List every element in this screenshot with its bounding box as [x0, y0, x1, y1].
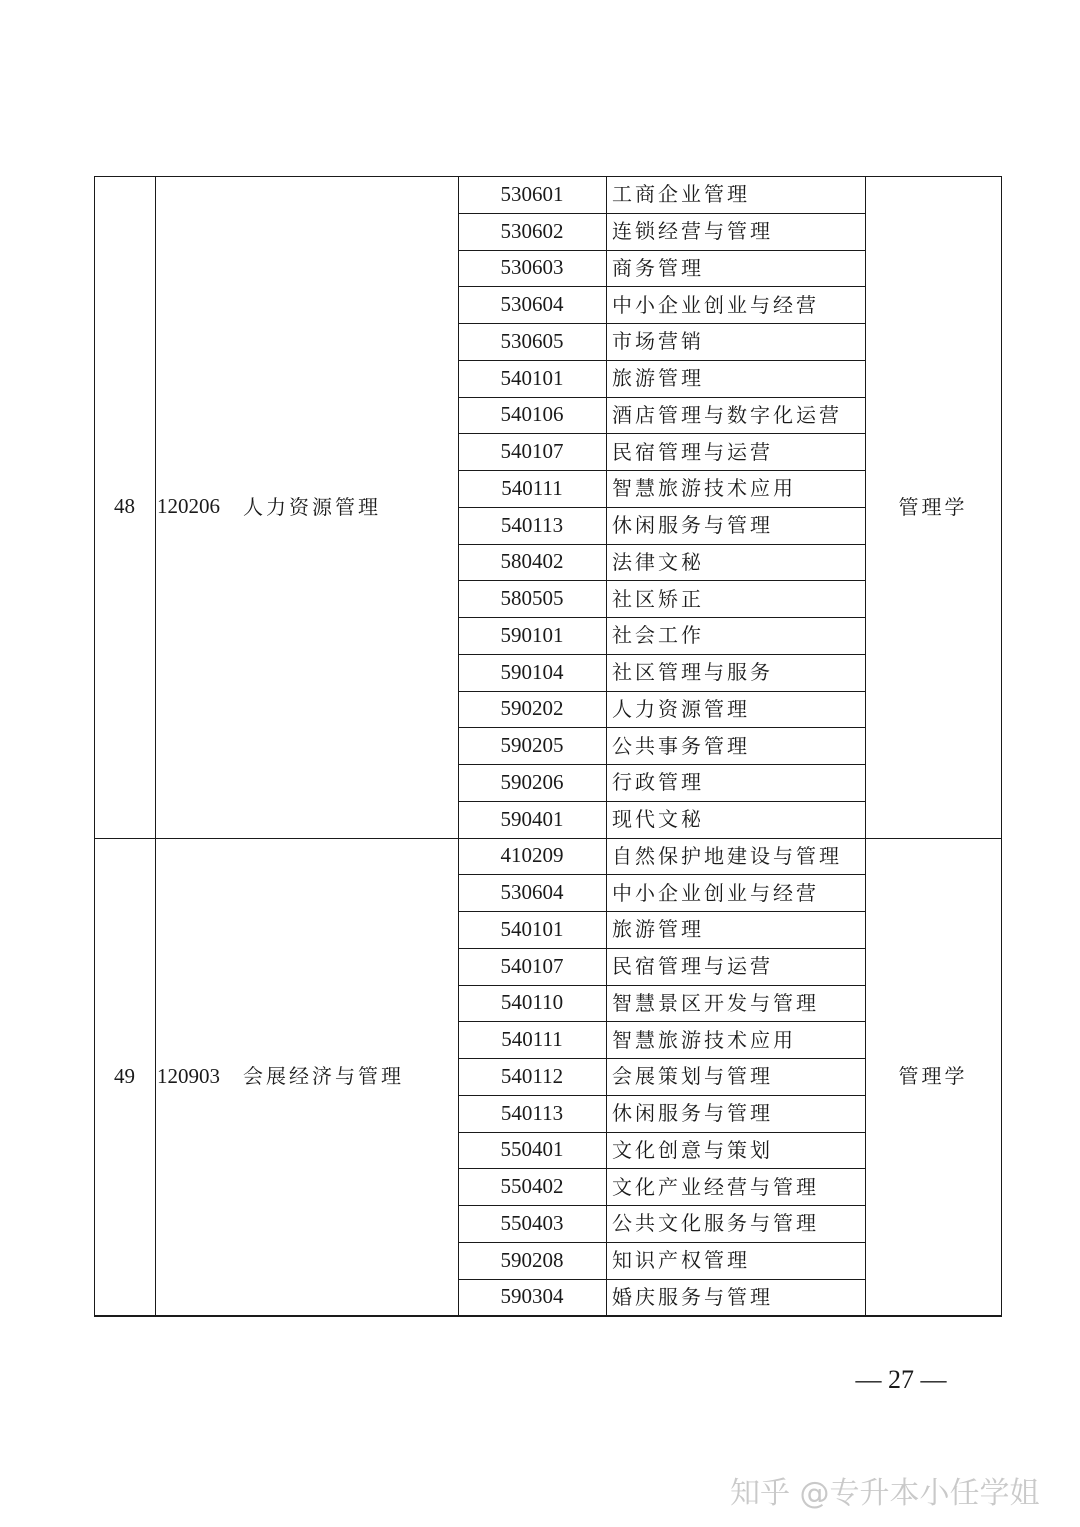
- row-divider: [458, 1058, 865, 1059]
- major-code: 590205: [500, 733, 564, 758]
- major-name: 社会工作: [612, 623, 704, 648]
- major-code: 540107: [500, 439, 564, 464]
- group-major-name: 人力资源管理: [243, 494, 381, 519]
- major-name: 文化创意与策划: [612, 1137, 773, 1162]
- major-code: 540110: [500, 990, 564, 1015]
- major-name: 婚庆服务与管理: [612, 1284, 773, 1309]
- major-name: 休闲服务与管理: [612, 1101, 773, 1126]
- row-divider: [458, 360, 865, 361]
- row-divider: [458, 617, 865, 618]
- row-divider: [458, 1021, 865, 1022]
- row-divider: [458, 764, 865, 765]
- major-name: 智慧景区开发与管理: [612, 990, 819, 1015]
- major-code: 540111: [501, 475, 563, 500]
- group-number: 48: [114, 494, 135, 519]
- group-category: 管理学: [898, 1064, 968, 1089]
- major-code: 540113: [500, 1100, 564, 1125]
- major-name: 公共事务管理: [612, 733, 750, 758]
- group-major-code: 120903: [157, 1063, 220, 1088]
- major-name: 市场营销: [612, 329, 704, 354]
- major-code: 540112: [500, 1063, 564, 1088]
- row-divider: [458, 1279, 865, 1280]
- major-code: 590208: [500, 1247, 564, 1272]
- major-code: 530601: [500, 181, 564, 206]
- row-divider: [458, 1205, 865, 1206]
- row-divider: [458, 874, 865, 875]
- major-name: 工商企业管理: [612, 182, 750, 207]
- group-number: 49: [114, 1063, 135, 1088]
- major-name: 智慧旅游技术应用: [612, 1027, 796, 1052]
- column-divider: [458, 176, 459, 1317]
- major-name: 人力资源管理: [612, 696, 750, 721]
- row-divider: [458, 507, 865, 508]
- major-code: 530604: [500, 880, 564, 905]
- major-code: 540101: [500, 916, 564, 941]
- group-category: 管理学: [898, 494, 968, 519]
- major-name: 休闲服务与管理: [612, 513, 773, 538]
- major-name: 旅游管理: [612, 366, 704, 391]
- column-divider: [155, 176, 156, 1317]
- major-name: 自然保护地建设与管理: [612, 843, 842, 868]
- major-code: 580505: [500, 586, 564, 611]
- major-code: 590101: [500, 622, 564, 647]
- column-divider: [94, 176, 95, 1317]
- row-divider: [458, 397, 865, 398]
- column-divider: [606, 176, 607, 1317]
- row-divider: [458, 213, 865, 214]
- row-divider: [458, 544, 865, 545]
- major-code: 530604: [500, 292, 564, 317]
- major-code: 540106: [500, 402, 564, 427]
- major-code: 550403: [500, 1210, 564, 1235]
- row-divider: [458, 654, 865, 655]
- row-divider: [458, 323, 865, 324]
- major-name: 民宿管理与运营: [612, 439, 773, 464]
- row-divider: [458, 801, 865, 802]
- group-major-name: 会展经济与管理: [243, 1064, 404, 1089]
- row-divider: [458, 1242, 865, 1243]
- row-divider: [458, 1168, 865, 1169]
- major-name: 社区矫正: [612, 586, 704, 611]
- major-code: 590104: [500, 659, 564, 684]
- major-code: 540107: [500, 953, 564, 978]
- major-name: 智慧旅游技术应用: [612, 476, 796, 501]
- column-divider: [865, 176, 866, 1317]
- row-divider: [458, 250, 865, 251]
- row-divider: [458, 286, 865, 287]
- major-code: 550401: [500, 1137, 564, 1162]
- major-name: 会展策划与管理: [612, 1064, 773, 1089]
- row-divider: [458, 948, 865, 949]
- major-code: 590304: [500, 1284, 564, 1309]
- row-divider: [458, 985, 865, 986]
- major-name: 文化产业经营与管理: [612, 1174, 819, 1199]
- major-code: 410209: [500, 843, 564, 868]
- major-code: 530605: [500, 328, 564, 353]
- row-divider: [458, 727, 865, 728]
- major-name: 法律文秘: [612, 549, 704, 574]
- watermark: 知乎 @专升本小任学姐: [730, 1476, 1040, 1511]
- column-divider: [1001, 176, 1002, 1317]
- major-name: 中小企业创业与经营: [612, 880, 819, 905]
- major-code: 590401: [500, 806, 564, 831]
- major-code: 550402: [500, 1174, 564, 1199]
- major-code: 530602: [500, 218, 564, 243]
- major-name: 知识产权管理: [612, 1248, 750, 1273]
- row-divider: [458, 1095, 865, 1096]
- major-name: 公共文化服务与管理: [612, 1211, 819, 1236]
- major-name: 旅游管理: [612, 917, 704, 942]
- major-code: 590206: [500, 769, 564, 794]
- major-code: 580402: [500, 549, 564, 574]
- row-divider: [458, 433, 865, 434]
- major-name: 现代文秘: [612, 807, 704, 832]
- row-divider: [458, 580, 865, 581]
- row-divider: [458, 1132, 865, 1133]
- major-code: 590202: [500, 696, 564, 721]
- major-name: 连锁经营与管理: [612, 219, 773, 244]
- row-divider: [458, 911, 865, 912]
- major-code: 540101: [500, 365, 564, 390]
- major-code: 530603: [500, 255, 564, 280]
- major-name: 商务管理: [612, 255, 704, 280]
- row-divider: [458, 470, 865, 471]
- row-divider: [458, 691, 865, 692]
- major-name: 酒店管理与数字化运营: [612, 402, 842, 427]
- major-code: 540111: [501, 1027, 563, 1052]
- page-number: — 27 —: [855, 1365, 947, 1394]
- major-name: 民宿管理与运营: [612, 954, 773, 979]
- major-name: 社区管理与服务: [612, 660, 773, 685]
- major-code: 540113: [500, 512, 564, 537]
- major-name: 中小企业创业与经营: [612, 292, 819, 317]
- major-name: 行政管理: [612, 770, 704, 795]
- group-major-code: 120206: [157, 494, 220, 519]
